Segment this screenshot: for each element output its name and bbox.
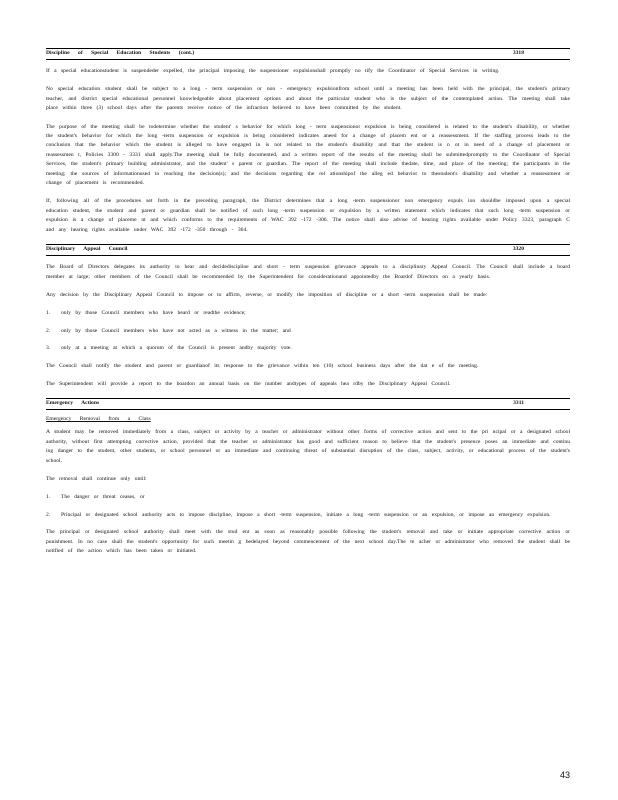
list-item — [46, 493, 570, 502]
list-item — [46, 309, 570, 318]
list-number: 2. — [46, 327, 51, 334]
list-text: only by those Council members who have not acted as a witness in the matter; and — [61, 327, 291, 334]
document-page — [46, 48, 570, 565]
section-header-3311 — [46, 398, 570, 410]
section-number: 3318 — [512, 50, 524, 56]
list-text: only at a meeting at which a quorum of the Council is present andby majority vote. — [61, 345, 292, 352]
section-subtitle: Emergency Removal from a Class — [46, 416, 151, 423]
list-item — [46, 511, 570, 520]
paragraph: The principal or designated school authority shall meet with the stud ent as soon as reasonably possible following the student's removal and take or initiate appropriate corrective action or punishment. In no case shall the student's opportunity for such meetin g bedelayed beyond commencement of the next school day.The te acher or administrator who removed the student shall be notified of the action which has been taken or initiated. — [46, 529, 570, 554]
section-number: 3311 — [513, 400, 524, 407]
list-text: Principal or designated school authority acts to impose discipline, impose a short -term suspension, initiate a long -term suspension or an expulsion, or impose an emergency expulsion. — [61, 511, 551, 518]
paragraph: The Board of Directors delegates its authority to hear and decidediscipline and short - term suspension grievance appeals to a disciplinary Appeal Council. The Council shall include a board member at large; other members of the Council shall be recommended by the Superintendent for considerationand appointedby the Boardof Directors on a yearly basis. — [46, 264, 570, 280]
list-text: only by those Council members who have heard or readthe evidence; — [61, 310, 246, 317]
list-text: The danger or threat ceases, or — [61, 494, 145, 501]
section-title: Emergency Actions — [46, 400, 100, 407]
list-item — [46, 327, 570, 336]
section-title: Discipline of Special Education Students (cont.) — [46, 50, 195, 56]
list-number: 2. — [46, 511, 51, 518]
paragraph: No special education student shall be subject to a long - term suspension or non - emergency expulsionfrom school until a meeting has been held with the principal, the student's primary teacher, and district special educational personnel knowledgeable about placement options and about the particular student who is the subject of the contemplated action. The meeting shall take place within three (3) school days after the parents receive notice of the infraction believed to have been committed by the student. — [46, 86, 570, 112]
section-number: 3320 — [512, 246, 524, 253]
list-number: 3. — [46, 345, 51, 352]
list-number: 1. — [46, 494, 51, 501]
paragraph: The purpose of the meeting shall be todetermine whether the student' s behavior for which long - term suspensionor expulsion is being considered is related to the student's disability, or whether the student's behavior for which the long -term suspension or expulsion is being considered indicates aneed for a change of placem ent or a reassessment. If the staffing process leads to the conclusion that the behavior which the student is alleged to have engaged in is not related to the student's disability and that the student is n ot in need of a change of placement or reassessmen t, Policies 3300 - 3331 shall apply.The meeting shall be fully documented, and a written report of the results of the meeting shall be submittedpromptly to the Coordinator of Special Services, the student's primary building administrator, and the student' s parent or guardian. The report of the meeting shall include thedate, time, and place of the meeting; the participants in the meeting; the sources of informationused in reaching the decision(s); and the decisions regarding the rel ationshipof the alleg ed behavior to thestudent's disability and whether a reassessment or change of placement is recommended. — [46, 123, 570, 187]
section-title: Disciplinary Appeal Council — [46, 246, 128, 253]
paragraph: The Superintendent will provide a report to the boardon an annual basis on the number andtypes of appeals hea rdby the Disciplinary Appeal Council. — [46, 380, 451, 387]
list-number: 1. — [46, 310, 51, 317]
paragraph: A student may be removed immediately from a class, subject or activity by a teacher or administrator without other forms of corrective action and sent to the pri ncipal or a designated school authority, without first attempting corrective action, provided that the teacher or administrator has good and sufficient reason to believe that the student's presence poses an immediate and continu ing danger to the student, other students, or school personnel or an immediate and continuing threat of substantial disruption of the class, subject, activity, or educational process of the student's school. — [46, 429, 570, 464]
paragraph: The removal shall continue only until: — [46, 475, 147, 482]
paragraph: Any decision by the Disciplinary Appeal Council to impose or to affirm, reverse, or modify the imposition of discipline or a short -term suspension shall be made: — [46, 291, 488, 298]
paragraph: If a special educationstudent is suspendeder expelled, the principal imposing the suspensioner expulsionshall promptly no tify the Coordinator of Special Services in writing. — [46, 68, 500, 74]
paragraph: The Council shall notify the student and parent or guardianof its response to the grievance within ten (10) school business days after the dat e of the meeting. — [46, 362, 479, 369]
page-number: 43 — [560, 770, 571, 780]
section-header-3320 — [46, 244, 570, 256]
paragraph: If, following all of the procedures set forth in the preceding paragraph, the District determines that a long -term suspensionor non emergency expuls ion shouldbe imposed upon a special education student, the student and parent or guardian shall be notified of such long -term suspension or expulsion by a written statement which indicates that such long -term suspension or expulsion is a change of placeme nt and which conforms to the requirements of WAC 392 -172 -306. The notice shall also advise of hearing rights available under Policy 3323, paragraph C and any hearing rights available under WAC 392 -172 -350 through - 364. — [46, 198, 570, 233]
list-item — [46, 344, 570, 353]
section-header-3318 — [46, 48, 570, 60]
